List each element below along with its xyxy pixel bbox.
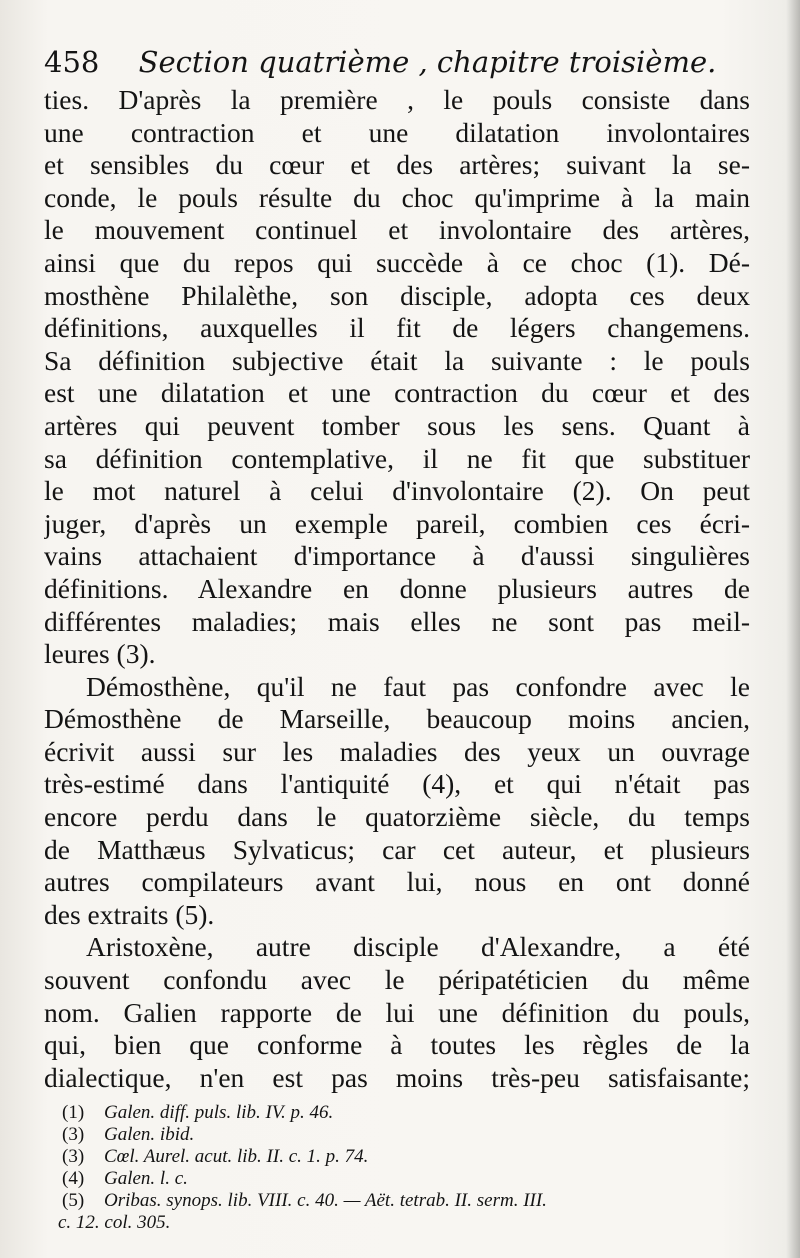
- text-line: le mouvement continuel et involontaire des artères,: [44, 214, 750, 246]
- footnote-text: Galen. l. c.: [104, 1168, 188, 1189]
- text-line: nom. Galien rapporte de lui une définition du pouls,: [44, 996, 750, 1028]
- main-text: [44, 84, 750, 1094]
- footnote-text: Galen. ibid.: [104, 1124, 195, 1145]
- text-line: définitions. Alexandre en donne plusieurs autres de: [44, 572, 750, 604]
- text-line: Sa définition subjective était la suivante : le pouls: [44, 344, 750, 376]
- footnote-text: Cœl. Aurel. acut. lib. II. c. 1. p. 74.: [104, 1146, 369, 1167]
- text-line: Démosthène, qu'il ne faut pas confondre avec le: [86, 670, 750, 702]
- footnote-text: Galen. diff. puls. lib. IV. p. 46.: [104, 1102, 334, 1123]
- text-line: ainsi que du repos qui succède à ce choc (1). Dé-: [44, 246, 750, 278]
- paragraph: [44, 931, 750, 1094]
- footnote-marker: (4): [62, 1168, 85, 1189]
- footnote: [62, 1124, 762, 1146]
- text-line: et sensibles du cœur et des artères; suivant la se-: [44, 149, 750, 181]
- footnote: [62, 1146, 762, 1168]
- footnote-text: Oribas. synops. lib. VIII. c. 40. — Aët. tetrab. II. serm. III.: [104, 1190, 547, 1211]
- text-line: est une dilatation et une contraction du cœur et des: [44, 377, 750, 409]
- footnote: [62, 1168, 762, 1190]
- text-line: Aristoxène, autre disciple d'Alexandre, a été: [86, 931, 750, 963]
- text-line: conde, le pouls résulte du choc qu'imprime à la main: [44, 181, 750, 213]
- footnote-marker: (3): [62, 1146, 85, 1167]
- footnote-continuation: c. 12. col. 305.: [58, 1212, 171, 1233]
- footnotes: [58, 1102, 762, 1234]
- text-line: une contraction et une dilatation involontaires: [44, 116, 750, 148]
- text-line: leures (3).: [44, 638, 156, 670]
- text-line: écrivit aussi sur les maladies des yeux un ouvrage: [44, 735, 750, 767]
- footnote: [62, 1102, 762, 1124]
- footnote-marker: (1): [62, 1102, 85, 1123]
- footnote: [62, 1190, 762, 1212]
- page-number: 458: [44, 45, 100, 79]
- footnote-marker: (5): [62, 1190, 85, 1211]
- text-line: autres compilateurs avant lui, nous en ont donné: [44, 866, 750, 898]
- text-line: vains attachaient d'importance à d'aussi singulières: [44, 540, 750, 572]
- text-line: ties. D'après la première , le pouls consiste dans: [44, 84, 750, 115]
- running-head: Section quatrième , chapitre troisième.: [138, 45, 717, 79]
- text-line: différentes maladies; mais elles ne sont pas meil-: [44, 605, 750, 637]
- text-line: artères qui peuvent tomber sous les sens. Quant à: [44, 409, 750, 441]
- text-line: mosthène Philalèthe, son disciple, adopta ces deux: [44, 279, 750, 311]
- text-line: des extraits (5).: [44, 898, 215, 930]
- text-line: le mot naturel à celui d'involontaire (2). On peut: [44, 475, 750, 507]
- text-line: de Matthæus Sylvaticus; car cet auteur, et plusieurs: [44, 833, 750, 865]
- text-line: Démosthène de Marseille, beaucoup moins ancien,: [44, 703, 750, 735]
- text-line: sa définition contemplative, il ne fit que substituer: [44, 442, 750, 474]
- text-line: qui, bien que conforme à toutes les règles de la: [44, 1029, 750, 1061]
- page-edge-shadow: [786, 0, 800, 1258]
- text-line: très-estimé dans l'antiquité (4), et qui n'était pas: [44, 768, 750, 800]
- text-line: souvent confondu avec le péripatéticien du même: [44, 964, 750, 996]
- text-line: encore perdu dans le quatorzième siècle, du temps: [44, 801, 750, 833]
- footnote-marker: (3): [62, 1124, 85, 1145]
- paragraph: [44, 84, 750, 671]
- text-line: définitions, auxquelles il fit de légers changemens.: [44, 312, 750, 344]
- paragraph: [44, 671, 750, 932]
- text-line: juger, d'après un exemple pareil, combien ces écri-: [44, 507, 750, 539]
- page-header: [44, 42, 717, 82]
- text-line: dialectique, n'en est pas moins très-peu satisfaisante;: [44, 1061, 750, 1093]
